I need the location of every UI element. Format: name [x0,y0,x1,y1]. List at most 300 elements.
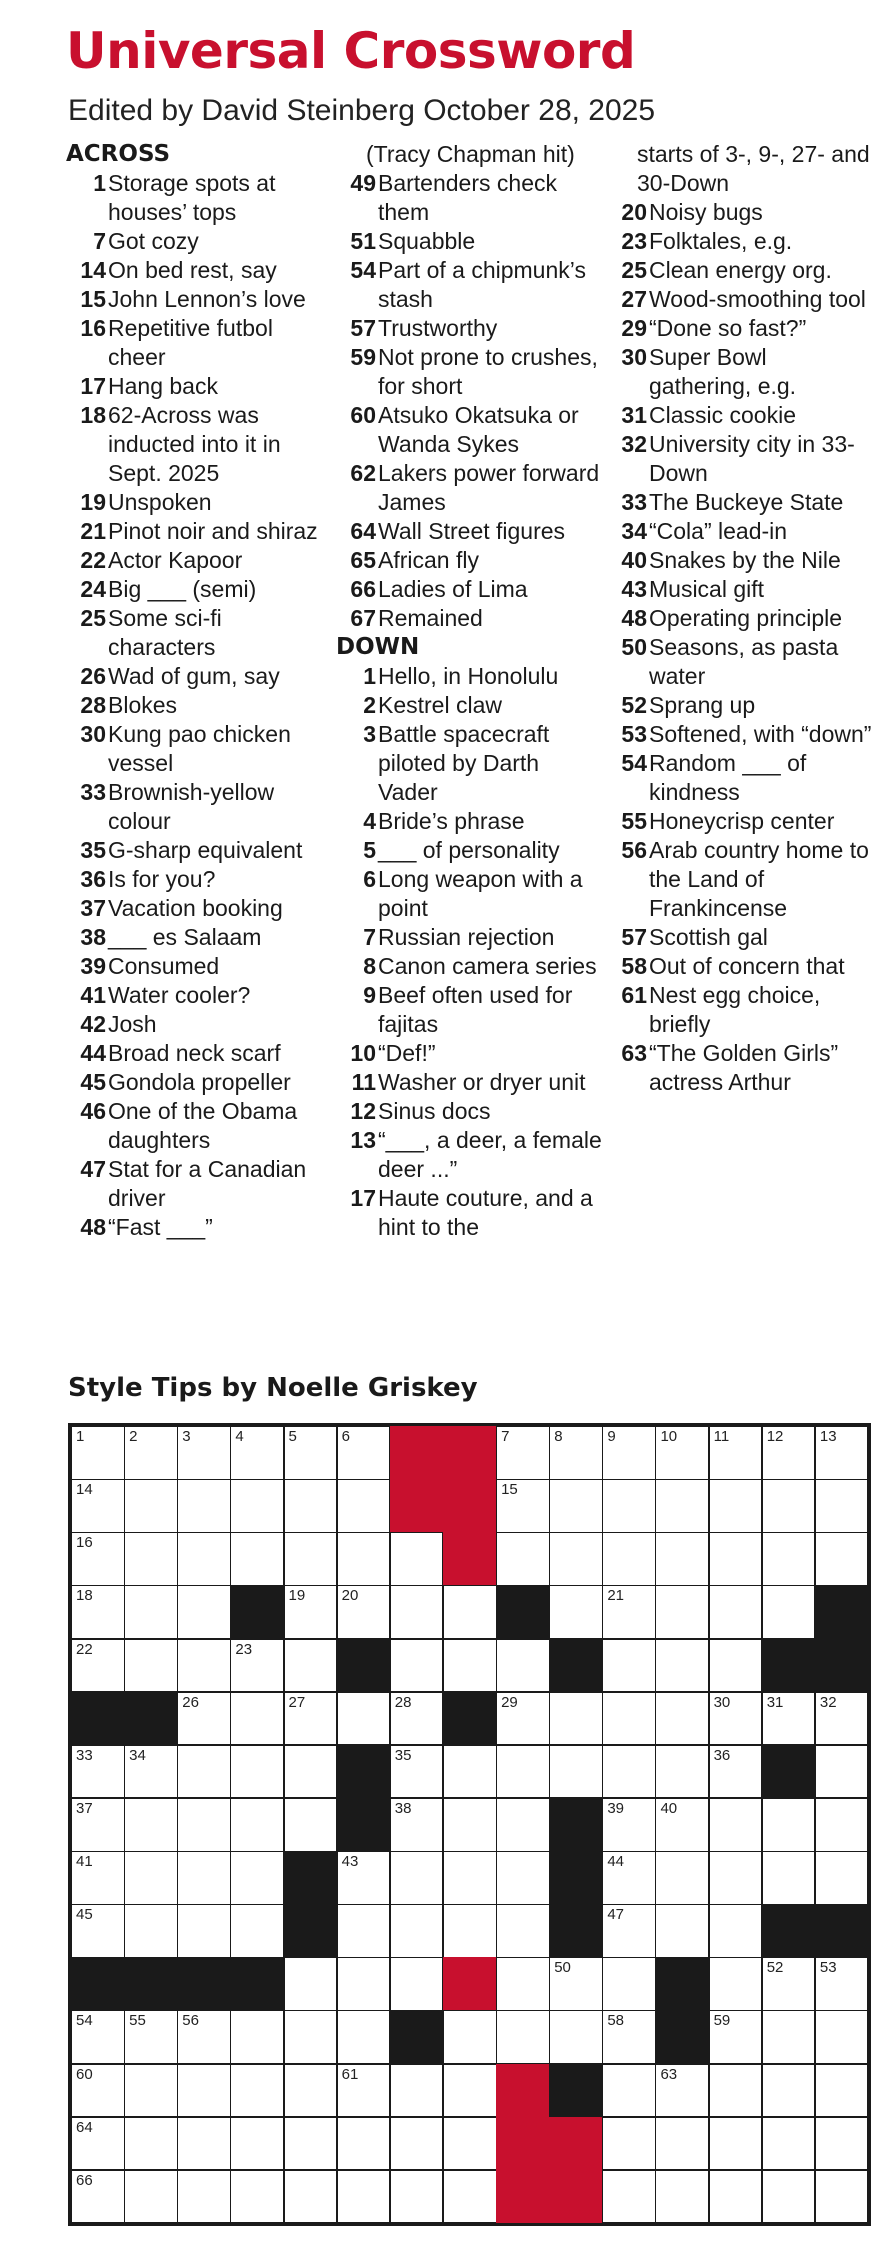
clue-number: 58 [621,953,647,979]
grid-cell[interactable] [71,2170,125,2224]
grid-cell[interactable] [496,1851,550,1905]
cell-number: 39 [607,1799,625,1817]
grid-cell[interactable] [709,1851,763,1905]
grid-cell[interactable] [815,1426,869,1480]
grid-cell[interactable] [390,1904,444,1958]
grid-cell[interactable] [71,1639,125,1693]
grid-cell[interactable] [230,1692,284,1746]
clue-item [336,1184,602,1242]
grid-cell[interactable] [602,1798,656,1852]
grid-cell[interactable] [71,2117,125,2171]
grid-cell[interactable] [496,1426,550,1480]
grid-cell[interactable] [284,1798,338,1852]
clue-number: 50 [621,634,647,660]
grid-cell[interactable] [815,2064,869,2118]
grid-cell[interactable] [177,1851,231,1905]
clue-text: Seasons, as pasta water [649,634,839,689]
grid-cell[interactable] [815,1798,869,1852]
grid-cell[interactable] [390,1851,444,1905]
grid-cell[interactable] [337,1532,391,1586]
black-square [230,1957,284,2011]
grid-cell[interactable] [602,1426,656,1480]
cell-number: 3 [182,1428,191,1445]
grid-cell[interactable] [284,1692,338,1746]
grid-cell[interactable] [124,1904,178,1958]
grid-cell[interactable] [496,1957,550,2011]
clue-text: Consumed [108,953,220,979]
grid-cell[interactable] [496,1532,550,1586]
grid-cell[interactable] [71,1798,125,1852]
grid-cell[interactable] [549,1426,603,1480]
grid-cell[interactable] [124,1479,178,1533]
clue-number: 55 [621,808,647,834]
clue-text: Battle spacecraft piloted by Darth Vader [378,721,550,805]
grid-cell[interactable] [762,1851,816,1905]
grid-cell[interactable] [71,1851,125,1905]
page-title: Universal Crossword [66,22,636,80]
grid-cell[interactable] [602,1479,656,1533]
grid-cell[interactable] [230,1639,284,1693]
grid-cell[interactable] [124,1639,178,1693]
clue-text: Vacation booking [108,895,283,921]
grid-cell[interactable] [496,1639,550,1693]
grid-cell[interactable] [762,1532,816,1586]
clue-number: 67 [350,605,376,631]
grid-cell[interactable] [177,1479,231,1533]
clue-text: “Done so fast?” [649,315,807,341]
clue-text: Beef often used for fajitas [378,982,573,1037]
grid-cell[interactable] [496,1692,550,1746]
grid-cell[interactable] [124,1745,178,1799]
grid-cell[interactable] [496,2010,550,2064]
grid-cell[interactable] [284,1639,338,1693]
grid-cell[interactable] [655,1798,709,1852]
grid-cell[interactable] [496,1904,550,1958]
grid-cell[interactable] [602,2064,656,2118]
clue-item [66,836,332,865]
clue-item [607,691,873,720]
clue-item [66,894,332,923]
grid-cell[interactable] [709,1904,763,1958]
black-square [284,1851,338,1905]
grid-cell[interactable] [71,2010,125,2064]
clue-number: 26 [80,663,106,689]
grid-cell[interactable] [549,2010,603,2064]
grid-cell[interactable] [549,1957,603,2011]
clue-text: Sprang up [649,692,756,718]
black-square [443,1532,497,1586]
clue-text: Hello, in Honolulu [378,663,559,689]
clue-text: “Def!” [378,1040,436,1066]
grid-cell[interactable] [549,1532,603,1586]
black-square [71,1957,125,2011]
grid-cell[interactable] [655,1532,709,1586]
cell-number: 53 [819,1959,837,1977]
grid-cell[interactable] [602,2117,656,2171]
grid-cell[interactable] [337,2010,391,2064]
grid-cell[interactable] [655,1692,709,1746]
clue-item [66,575,332,604]
grid-cell[interactable] [655,1426,709,1480]
grid-cell[interactable] [390,1957,444,2011]
cell-number: 9 [607,1428,616,1445]
grid-cell[interactable] [337,1904,391,1958]
grid-cell[interactable] [762,1479,816,1533]
grid-cell[interactable] [602,1639,656,1693]
grid-cell[interactable] [443,2170,497,2224]
grid-cell[interactable] [549,1479,603,1533]
clue-item [607,227,873,256]
grid-cell[interactable] [337,2064,391,2118]
clue-text: Honeycrisp center [649,808,835,834]
grid-cell[interactable] [815,1692,869,1746]
clue-item [607,343,873,401]
clue-text: Scottish gal [649,924,768,950]
grid-cell[interactable] [284,1745,338,1799]
grid-cell[interactable] [337,2117,391,2171]
grid-cell[interactable] [655,1585,709,1639]
grid-cell[interactable] [762,1798,816,1852]
grid-cell[interactable] [602,1957,656,2011]
grid-cell[interactable] [124,1426,178,1480]
clue-text: “The Golden Girls” actress Arthur [649,1040,839,1095]
grid-cell[interactable] [337,1692,391,1746]
grid-cell[interactable] [230,1532,284,1586]
grid-cell[interactable] [602,1532,656,1586]
cell-number: 27 [288,1693,306,1711]
cell-number: 47 [607,1906,625,1924]
grid-cell[interactable] [177,1798,231,1852]
clue-item [336,720,602,807]
grid-cell[interactable] [709,1639,763,1693]
grid-cell[interactable] [124,2117,178,2171]
black-square [655,1957,709,2011]
grid-cell[interactable] [602,2010,656,2064]
grid-cell[interactable] [815,2010,869,2064]
grid-cell[interactable] [177,2010,231,2064]
grid-cell[interactable] [230,1479,284,1533]
clue-item [336,546,602,575]
grid-cell[interactable] [443,2010,497,2064]
clue-text: Noisy bugs [649,199,763,225]
grid-cell[interactable] [124,2010,178,2064]
grid-cell[interactable] [284,2010,338,2064]
cell-number: 6 [341,1428,350,1445]
clue-number: 19 [80,489,106,515]
grid-cell[interactable] [709,1532,763,1586]
grid-cell[interactable] [709,1479,763,1533]
grid-cell[interactable] [815,2117,869,2171]
clue-text: Long weapon with a point [378,866,583,921]
grid-cell[interactable] [124,1585,178,1639]
clue-text: Repetitive futbol cheer [108,315,273,370]
clue-text: Not prone to crushes, for short [378,344,598,399]
clue-text: Softened, with “down” [649,721,872,747]
clue-text: Lakers power forward James [378,460,600,515]
grid-cell[interactable] [390,1692,444,1746]
grid-cell[interactable] [71,2064,125,2118]
grid-cell[interactable] [655,2117,709,2171]
clue-text: Got cozy [108,228,199,254]
grid-cell[interactable] [549,1585,603,1639]
section-heading-across: ACROSS [66,141,171,167]
grid-cell[interactable] [177,2117,231,2171]
grid-cell[interactable] [815,1957,869,2011]
grid-cell[interactable] [124,2170,178,2224]
cell-number: 33 [76,1746,93,1764]
grid-cell[interactable] [177,1904,231,1958]
cell-number: 31 [766,1693,784,1711]
clue-number: 9 [363,982,376,1008]
grid-cell[interactable] [177,1426,231,1480]
grid-cell[interactable] [177,1585,231,1639]
grid-cell[interactable] [443,1798,497,1852]
grid-cell[interactable] [71,1745,125,1799]
grid-cell[interactable] [815,1479,869,1533]
clue-text: Brownish-yellow colour [108,779,275,834]
grid-cell[interactable] [709,1585,763,1639]
clue-number: 20 [621,199,647,225]
grid-cell[interactable] [124,1798,178,1852]
grid-cell[interactable] [71,1532,125,1586]
grid-cell[interactable] [496,1798,550,1852]
clue-number: 2 [363,692,376,718]
black-square [549,2117,603,2171]
black-square [124,1692,178,1746]
clue-number: 6 [363,866,376,892]
clue-number: 1 [93,170,106,196]
grid-cell[interactable] [390,1745,444,1799]
clue-number: 41 [80,982,106,1008]
grid-cell[interactable] [443,1904,497,1958]
grid-cell[interactable] [709,1798,763,1852]
grid-cell[interactable] [762,1585,816,1639]
grid-cell[interactable] [390,2064,444,2118]
grid-cell[interactable] [709,1426,763,1480]
black-square [390,1479,444,1533]
grid-cell[interactable] [337,1957,391,2011]
cell-number: 32 [819,1693,837,1711]
grid-cell[interactable] [230,1904,284,1958]
clue-number: 22 [80,547,106,573]
grid-cell[interactable] [762,1692,816,1746]
clue-item [66,517,332,546]
grid-cell[interactable] [709,2010,763,2064]
grid-cell[interactable] [549,1692,603,1746]
clue-item [66,372,332,401]
black-square [762,1745,816,1799]
grid-cell[interactable] [655,1904,709,1958]
grid-cell[interactable] [390,1532,444,1586]
clue-item [336,662,602,691]
grid-cell[interactable] [815,1851,869,1905]
clue-text: University city in 33-Down [649,431,855,486]
grid-cell[interactable] [230,1745,284,1799]
grid-cell[interactable] [230,2064,284,2118]
cell-number: 5 [288,1428,297,1445]
grid-cell[interactable] [71,1585,125,1639]
grid-cell[interactable] [443,2117,497,2171]
grid-cell[interactable] [762,2010,816,2064]
grid-cell[interactable] [337,1426,391,1480]
cell-number: 13 [819,1428,837,1445]
grid-cell[interactable] [177,2064,231,2118]
grid-cell[interactable] [655,1479,709,1533]
clue-text: Super Bowl gathering, e.g. [649,344,797,399]
clue-number: 49 [350,170,376,196]
grid-cell[interactable] [443,2064,497,2118]
clue-item [336,981,602,1039]
cell-number: 30 [713,1693,731,1711]
grid-cell[interactable] [709,2064,763,2118]
grid-cell[interactable] [390,1798,444,1852]
clue-number: 45 [80,1069,106,1095]
cell-number: 66 [76,2171,93,2189]
clue-item [336,1097,602,1126]
grid-cell[interactable] [602,1851,656,1905]
grid-cell[interactable] [709,2117,763,2171]
clue-text: Random ___ of kindness [649,750,807,805]
grid-cell[interactable] [762,2064,816,2118]
clue-item [336,952,602,981]
clue-number: 63 [621,1040,647,1066]
grid-cell[interactable] [284,1426,338,1480]
grid-cell[interactable] [284,1957,338,2011]
grid-cell[interactable] [177,2170,231,2224]
clue-item [66,923,332,952]
clue-number: 8 [363,953,376,979]
cell-number: 44 [607,1853,625,1871]
clue-number: 57 [350,315,376,341]
clue-item [336,1126,602,1184]
clue-text: 62-Across was inducted into it in Sept. 2025 [108,402,281,486]
grid-cell[interactable] [602,2170,656,2224]
grid-cell[interactable] [71,1426,125,1480]
clue-text: Remained [378,605,483,631]
clue-item [336,807,602,836]
grid-cell[interactable] [284,1532,338,1586]
grid-cell[interactable] [709,1692,763,1746]
cell-number: 16 [76,1534,93,1552]
grid-cell[interactable] [337,1479,391,1533]
grid-cell[interactable] [124,1851,178,1905]
grid-cell[interactable] [815,2170,869,2224]
grid-cell[interactable] [443,1585,497,1639]
clue-item [66,1010,332,1039]
grid-cell[interactable] [177,1745,231,1799]
clue-item [66,546,332,575]
clue-number: 7 [93,228,106,254]
clue-number: 57 [621,924,647,950]
grid-cell[interactable] [230,2010,284,2064]
clue-column-1 [66,140,332,1242]
grid-cell[interactable] [71,1904,125,1958]
grid-cell[interactable] [390,2170,444,2224]
grid-cell[interactable] [602,1692,656,1746]
grid-cell[interactable] [337,1851,391,1905]
grid-cell[interactable] [230,2117,284,2171]
grid-cell[interactable] [443,1745,497,1799]
grid-cell[interactable] [709,1745,763,1799]
grid-cell[interactable] [284,2117,338,2171]
grid-cell[interactable] [815,1745,869,1799]
grid-cell[interactable] [602,1904,656,1958]
grid-cell[interactable] [602,1585,656,1639]
grid-cell[interactable] [602,1745,656,1799]
cell-number: 37 [76,1799,93,1817]
clue-item [336,691,602,720]
clue-number: 46 [80,1098,106,1124]
grid-cell[interactable] [762,1426,816,1480]
clue-text: ___ of personality [378,837,560,863]
grid-cell[interactable] [284,1585,338,1639]
grid-cell[interactable] [549,1745,603,1799]
grid-cell[interactable] [230,1798,284,1852]
cell-number: 1 [76,1428,85,1445]
grid-cell[interactable] [230,1426,284,1480]
grid-cell[interactable] [655,1851,709,1905]
grid-cell[interactable] [124,2064,178,2118]
grid-cell[interactable] [655,1639,709,1693]
black-square [230,1585,284,1639]
grid-cell[interactable] [762,2117,816,2171]
grid-cell[interactable] [284,2170,338,2224]
clue-number: 65 [350,547,376,573]
grid-cell[interactable] [815,1532,869,1586]
grid-cell[interactable] [177,1692,231,1746]
grid-cell[interactable] [390,1585,444,1639]
grid-cell[interactable] [709,2170,763,2224]
grid-cell[interactable] [230,1851,284,1905]
grid-cell[interactable] [762,1957,816,2011]
grid-cell[interactable] [390,2117,444,2171]
clue-item [336,517,602,546]
grid-cell[interactable] [390,1639,444,1693]
clue-number: 11 [351,1069,376,1095]
clue-number: 51 [350,228,376,254]
clue-number: 30 [80,721,106,747]
clue-text: Unspoken [108,489,212,515]
grid-cell[interactable] [496,1479,550,1533]
grid-cell[interactable] [230,2170,284,2224]
grid-cell[interactable] [443,1851,497,1905]
grid-cell[interactable] [709,1957,763,2011]
black-square [443,1479,497,1533]
grid-cell[interactable] [284,2064,338,2118]
clue-continuation: starts of 3-, 9-, 27- and 30-Down [637,141,870,196]
grid-cell[interactable] [655,1745,709,1799]
clue-item [66,1213,332,1242]
grid-cell[interactable] [443,1639,497,1693]
cell-number: 34 [129,1746,146,1764]
grid-cell[interactable] [71,1479,125,1533]
grid-cell[interactable] [124,1532,178,1586]
grid-cell[interactable] [284,1479,338,1533]
cell-number: 11 [713,1428,730,1445]
clue-number: 64 [350,518,376,544]
clue-number: 12 [350,1098,376,1124]
cell-number: 56 [182,2012,199,2030]
grid-cell[interactable] [655,2170,709,2224]
grid-cell[interactable] [177,1639,231,1693]
grid-cell[interactable] [337,1585,391,1639]
grid-cell[interactable] [655,2064,709,2118]
grid-cell[interactable] [177,1532,231,1586]
grid-cell[interactable] [762,2170,816,2224]
clue-text: Water cooler? [108,982,251,1008]
grid-cell[interactable] [496,1745,550,1799]
grid-cell[interactable] [337,2170,391,2224]
